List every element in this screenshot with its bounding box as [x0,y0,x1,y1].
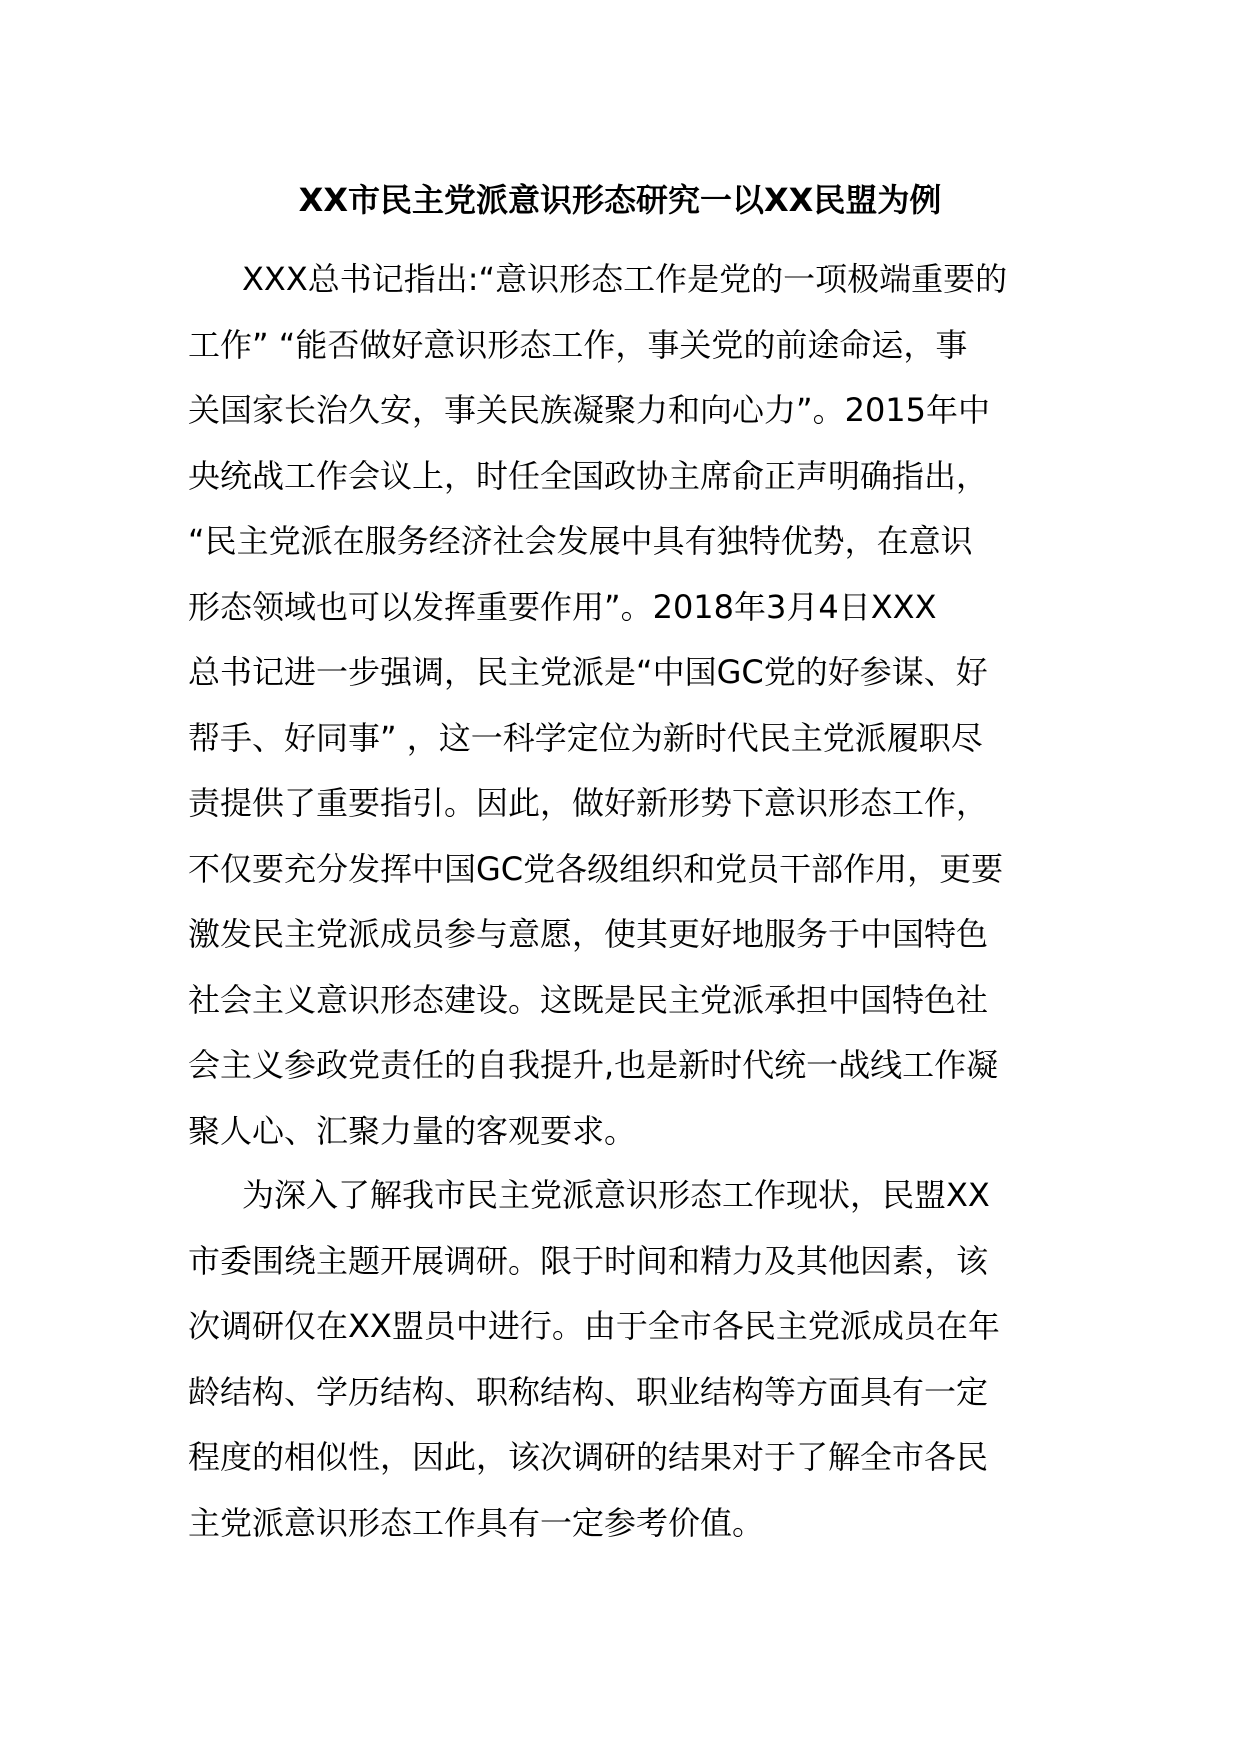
paragraph-line: XXX总书记指出:“意识形态工作是党的一项极端重要的 [242,260,1008,298]
paragraph-2 [188,1163,1058,1556]
paragraph-line: 程度的相似性，因此，该次调研的结果对于了解全市各民 [188,1438,989,1476]
paragraph-line: 激发民主党派成员参与意愿，使其更好地服务于中国特色 [188,915,989,953]
paragraph-line: 总书记进一步强调，民主党派是“中国GC党的好参谋、好 [188,653,988,691]
paragraph-line: 次调研仅在XX盟员中进行。由于全市各民主党派成员在年 [188,1307,1000,1345]
paragraph-line: 主党派意识形态工作具有一定参考价值。 [188,1503,765,1542]
paragraph-line: 关国家长治久安，事关民族凝聚力和向心力”。2015年中 [188,391,991,429]
paragraph-line: 社会主义意识形态建设。这既是民主党派承担中国特色社 [188,980,989,1019]
paragraph-line: 龄结构、学历结构、职称结构、职业结构等方面具有一定 [188,1372,989,1411]
paragraph-line: 工作” “能否做好意识形态工作，事关党的前途命运，事 [188,325,968,364]
document-title: XX市民主党派意识形态研究一以XX民盟为例 [298,181,942,219]
paragraph-line: 帮手、好同事” ，这一科学定位为新时代民主党派履职尽 [188,718,983,757]
paragraph-line: 会主义参政党责任的自我提升,也是新时代统一战线工作凝 [188,1046,999,1084]
paragraph-line: “民主党派在服务经济社会发展中具有独特优势，在意识 [188,522,973,560]
paragraph-line: 形态领域也可以发挥重要作用”。2018年3月4日XXX [188,587,937,626]
paragraph-line: 责提供了重要指引。因此，做好新形势下意识形态工作， [188,784,989,822]
paragraph-1 [188,247,1058,1164]
paragraph-line: 市委围绕主题开展调研。限于时间和精力及其他因素，该 [188,1241,989,1280]
paragraph-line: 为深入了解我市民主党派意识形态工作现状，民盟XX [242,1176,990,1214]
paragraph-line: 不仅要充分发挥中国GC党各级组织和党员干部作用，更要 [188,849,1004,888]
paragraph-line: 央统战工作会议上，时任全国政协主席俞正声明确指出， [188,456,989,495]
paragraph-line: 聚人心、汇聚力量的客观要求。 [188,1111,637,1150]
